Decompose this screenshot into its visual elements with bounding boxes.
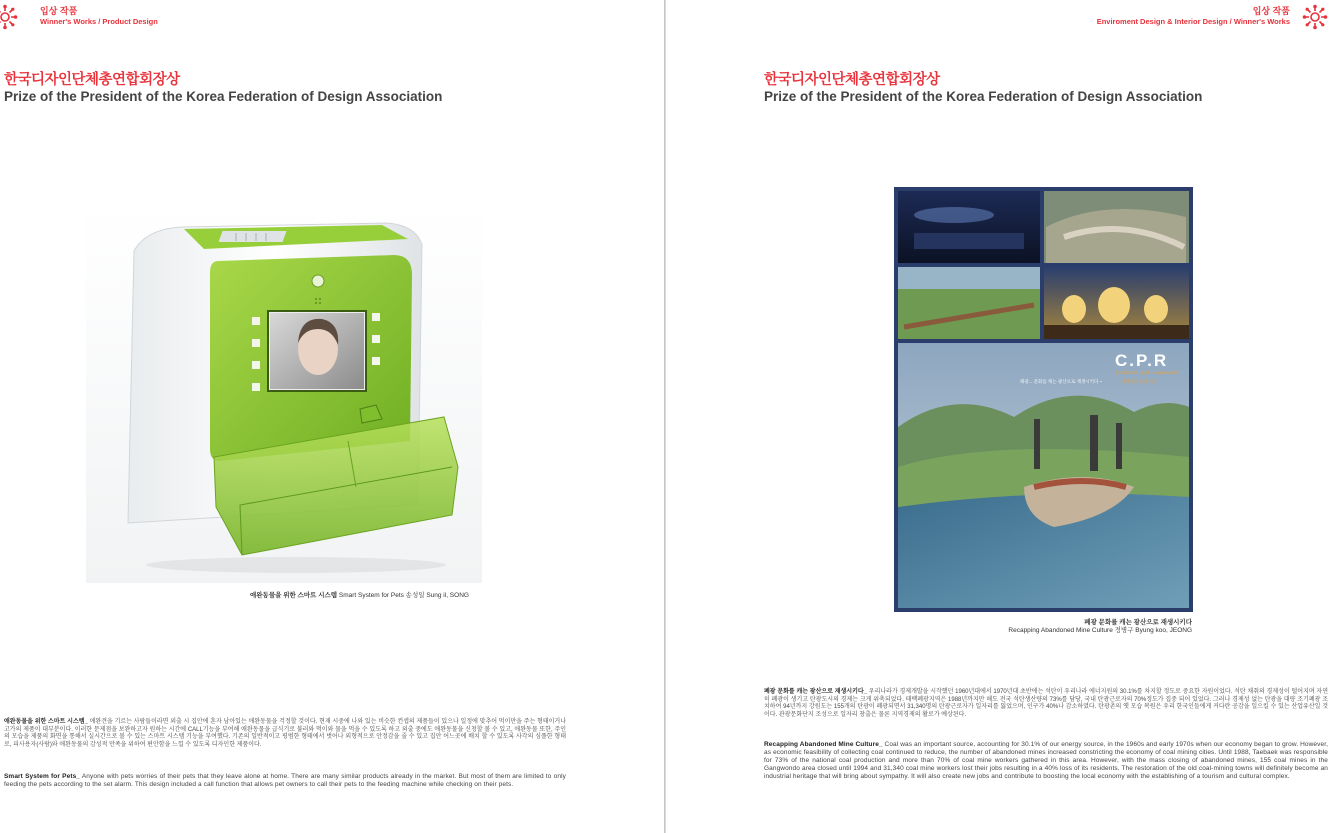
poster-logo: C.P.R (1115, 351, 1169, 370)
left-header (40, 6, 158, 27)
caption-credit: Recapping Abandoned Mine Culture 정병구 Byung koo, JEONG (1008, 627, 1192, 634)
poster-tag-label: 역사문화공원 재단 (1121, 379, 1158, 384)
header-category-ko: 입상 작품 (40, 6, 78, 16)
flower-logo-icon (1302, 4, 1328, 30)
body-text-en (764, 741, 1328, 781)
caption-credit: Smart System for Pets 송성일 Sung il, SONG (338, 592, 469, 599)
body-en-heading: Recapping Abandoned Mine Culture_ (764, 741, 883, 748)
poster-subtitle: [ coal mine · park · regeneration ] (1116, 370, 1183, 375)
body-ko-heading: 폐광 문화를 캐는 광산으로 재생시키다_ (764, 689, 868, 695)
body-ko-paragraph: 우리나라가 경제개발을 시작했던 1960년대에서 1970년대 초반에는 석탄이 우리나라 에너지원의 30.1%를 차지할 정도로 중요한 자원이었다. 석탄 채취의 경제성이 떨어지며 자연히 폐광이 생기고 탄광도시의 경제는 크게 위축되었다. 태백폐광지역은 1988년까지만 해도 전국 석탄생산량의 73%를 담당, 국내 탄광근로자의 70%정도가 집중 되어 있었다. 그러나 경제성 없는 탄광을 대량 조기폐광 조치하여 94년까지 강원도는 155개의 탄광이 폐광되면서 31,340명의 탄광근로자가 일자리를 잃었으며, 인구가 40%나 감소하였다. 탄광촌의 옛 모습 복원은 우리 한국인들에게 커다란 공감을 일으킬 수 있는 산업유산일 것이다. 관광문화단지 조성으로 일자리 창출은 물론 지역경제의 활로가 예상된다. (764, 689, 1328, 718)
flower-logo-icon (0, 4, 18, 30)
project-caption (1008, 619, 1192, 635)
product-caption (250, 592, 510, 600)
body-text-ko (4, 719, 566, 749)
caption-title-ko: 애완동물을 위한 스마트 시스템 (250, 592, 338, 599)
body-text-ko (764, 689, 1328, 719)
header-category-ko: 입상 작품 (1252, 6, 1290, 16)
page-title-ko: 한국디자인단체총연합회장상 (4, 72, 180, 88)
page-title-en: Prize of the President of the Korea Federation of Design Association (4, 89, 443, 104)
page-title-ko: 한국디자인단체총연합회장상 (764, 72, 940, 88)
mine-park-poster-image (894, 187, 1193, 612)
body-en-paragraph: Anyone with pets worries of their pets that they leave alone at home. There are many similar products already in the market. But most of them are limited to only feeding the pets according to the set alarm. This design included a call function that allows pet owners to call their pets to the feeding machine while checking on their pets. (4, 773, 566, 788)
left-page (0, 0, 665, 833)
caption-title-ko: 폐광 문화를 캐는 광산으로 재생시키다 (1084, 619, 1192, 626)
right-page (667, 0, 1332, 833)
poster-tagline: 폐광... 문화를 캐는 광산으로 재생시키다 ~ (1020, 379, 1103, 384)
pet-feeder-product-image (86, 205, 482, 583)
page-title-en: Prize of the President of the Korea Federation of Design Association (764, 89, 1203, 104)
header-category-en: Enviroment Design & Interior Design / Winner's Works (1096, 17, 1290, 26)
body-text-en (4, 773, 566, 789)
header-category-en: Winner's Works / Product Design (40, 17, 158, 26)
body-ko-heading: 애완동물을 위한 스마트 시스템_ (4, 719, 88, 725)
page-gutter (664, 0, 666, 833)
body-en-paragraph: Coal was an important source, accounting for 30.1% of our energy source, in the 1960s and early 1970s when our economy began to grow. However, as economic feasibility of collecting coal continued to reduce, the number of abandoned mines increased constricting the economy of coal mining cities. Until 1988, Taebaek was responsible for 73% of the national coal production and more than 70% of coal mine workers gathered in this area. However, with the mass closing of abandoned mines, 155 coal mines in the Gangwondo area closed until 1994 and 31,340 coal mine workers lost their jobs resulting in a 40% loss of its residents. The restoration of the old coal-mining towns will definitely become an industrial heritage that will bring about sympathy. It will also create new jobs and contribute to boosting the local economy with the establishing of a tourism and cultural complex. (764, 741, 1329, 780)
right-header (1097, 6, 1290, 27)
body-ko-paragraph: 애완견을 기르는 사람들이라면 외출 시 집안에 혼자 남아있는 애완동물을 걱정할 것이다. 현재 시중에 나와 있는 비슷한 컨셉의 제품들이 있으나 일정에 맞추어 먹이만을 주는 형태이거나 고가의 제품이 대부분이다. 이러한 문제점을 보완하고자 원하는 시간에 CALL기능을 부여해 애완동물을 급식기로 불러와 먹이와 물을 먹을 수 있도록 하고 외출 중에도 애완동물을 신청할 볼 수 있고, 애완동물 또한, 주인의 모습을 제품의 화면을 통해서 실시간으로 볼 수 있는 스마트 시스템 기능을 부여했다. 기존의 일반적이고 평범한 형태에서 벗어나 외형적으로 안정감을 줄 수 있고 집안 어느곳에 배치 할 수 있도록 사각의 심플한 형태로, 피사용자(사람)와 애완동물의 감성적 만족을 위하여 편안함을 느낄 수 있도록 디자인한 제품이다. (4, 719, 567, 748)
body-en-heading: Smart System for Pets_ (4, 773, 81, 780)
